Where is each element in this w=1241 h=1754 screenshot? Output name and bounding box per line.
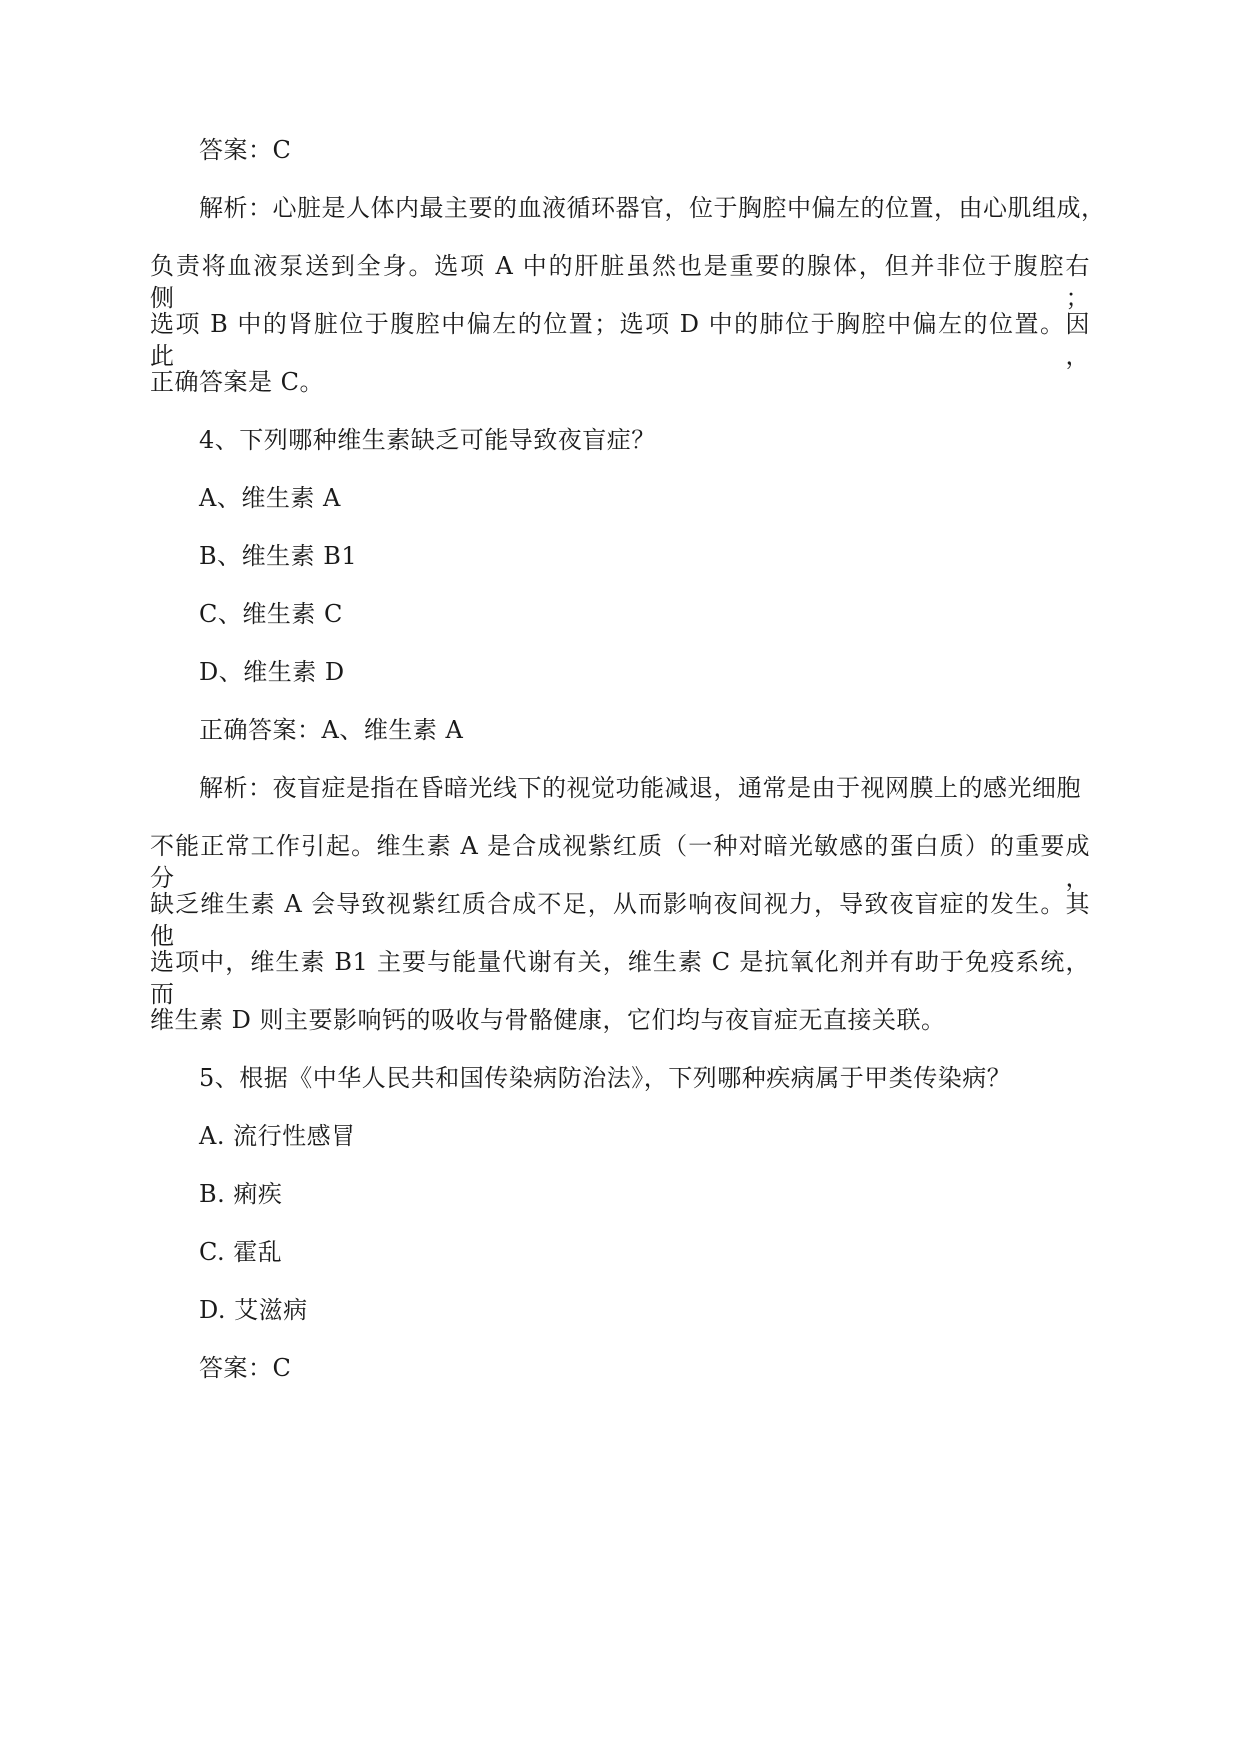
q3-analysis-line-2: 负责将血液泵送到全身。选项 A 中的肝脏虽然也是重要的腺体，但并非位于腹腔右侧； (150, 252, 1090, 312)
q4-option-d: D、维生素 D (199, 658, 345, 686)
q4-analysis-line-1: 解析：夜盲症是指在昏暗光线下的视觉功能减退，通常是由于视网膜上的感光细胞 (199, 774, 1081, 802)
q5-option-d: D. 艾滋病 (199, 1296, 308, 1324)
q4-analysis-line-4: 选项中，维生素 B1 主要与能量代谢有关，维生素 C 是抗氧化剂并有助于免疫系统，而 (150, 948, 1090, 1008)
q4-analysis-line-3: 缺乏维生素 A 会导致视紫红质合成不足，从而影响夜间视力，导致夜盲症的发生。其他 (150, 890, 1090, 950)
q3-analysis-line-1: 解析：心脏是人体内最主要的血液循环器官，位于胸腔中偏左的位置，由心肌组成， (199, 194, 1106, 222)
q4-option-a: A、维生素 A (199, 484, 341, 512)
q3-analysis-line-4: 正确答案是 C。 (150, 368, 324, 396)
q3-answer: 答案：C (199, 136, 292, 164)
q4-analysis-line-2: 不能正常工作引起。维生素 A 是合成视紫红质（一种对暗光敏感的蛋白质）的重要成分， (150, 832, 1090, 892)
q4-analysis-line-5: 维生素 D 则主要影响钙的吸收与骨骼健康，它们均与夜盲症无直接关联。 (150, 1006, 946, 1034)
q4-option-c: C、维生素 C (199, 600, 343, 628)
q3-analysis-line-3: 选项 B 中的肾脏位于腹腔中偏左的位置；选项 D 中的肺位于胸腔中偏左的位置。因此， (150, 310, 1090, 370)
q4-answer: 正确答案：A、维生素 A (199, 716, 464, 744)
q5-question: 5、根据《中华人民共和国传染病防治法》，下列哪种疾病属于甲类传染病？ (199, 1064, 1012, 1092)
q5-option-a: A. 流行性感冒 (199, 1122, 356, 1150)
q5-option-b: B. 痢疾 (199, 1180, 283, 1208)
q5-answer: 答案：C (199, 1354, 292, 1382)
q4-question: 4、下列哪种维生素缺乏可能导致夜盲症？ (199, 426, 656, 454)
q4-option-b: B、维生素 B1 (199, 542, 358, 570)
q5-option-c: C. 霍乱 (199, 1238, 283, 1266)
